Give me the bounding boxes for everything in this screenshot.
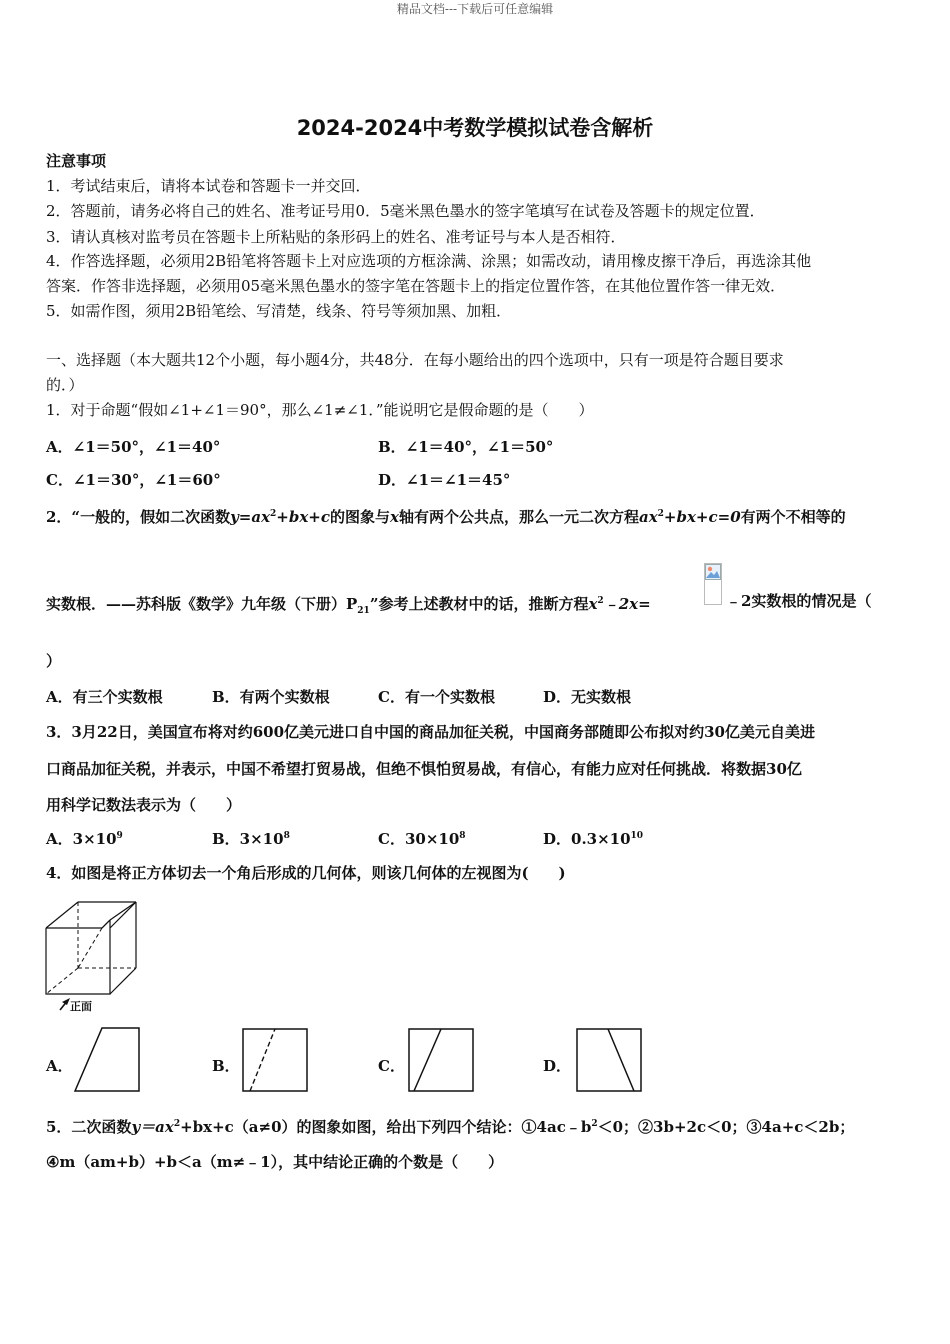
superscript: 2	[597, 596, 604, 606]
text: ”参考上述教材中的话，推断方程	[369, 595, 589, 613]
question-3-option-a[interactable]	[46, 828, 123, 849]
page-title: 2024-2024中考数学模拟试卷含解析	[296, 116, 654, 140]
question-3-option-d[interactable]	[543, 828, 643, 849]
question-4-stem: 4．如图是将正方体切去一个角后形成的几何体，则该几何体的左视图为( )	[46, 864, 566, 882]
variable: x	[390, 508, 399, 526]
note-item: 4．作答选择题，必须用2B铅笔将答题卡上对应选项的方框涂满、涂黑；如需改动，请用橡皮擦干净后，再选涂其他	[46, 252, 812, 270]
question-4-option-a[interactable]: A．	[46, 1057, 73, 1075]
question-4-option-b[interactable]: B．	[212, 1057, 240, 1075]
note-item: 5．如需作图，须用2B铅笔绘、写清楚，线条、符号等须加黑、加粗．	[46, 302, 512, 320]
section-heading: 一、选择题（本大题共12个小题，每小题4分，共48分．在每小题给出的四个选项中，只有一项是符合题目要求	[46, 351, 784, 369]
question-3-option-b[interactable]	[212, 828, 290, 849]
text: 轴有两个公共点，那么一元二次方程	[398, 508, 639, 526]
superscript: 2	[173, 1119, 181, 1129]
formula: ﹣2x=	[603, 595, 651, 613]
option-b-view-figure[interactable]	[240, 1026, 310, 1094]
text: C．30×10	[378, 830, 460, 848]
superscript: 2	[591, 1119, 598, 1129]
text: D．0.3×10	[543, 830, 631, 848]
question-2-line-3: ）	[46, 652, 62, 670]
question-2-option-c[interactable]: C．有一个实数根	[378, 688, 495, 706]
text: 有两个不相等的	[740, 508, 846, 526]
formula: +bx+c=0	[663, 508, 741, 526]
superscript: 2	[270, 509, 277, 519]
option-d-view-figure[interactable]	[574, 1026, 644, 1094]
formula: ax	[638, 508, 658, 526]
question-1-option-d[interactable]: D．∠1＝∠1＝45°	[378, 471, 511, 489]
question-2-option-b[interactable]: B．有两个实数根	[212, 688, 330, 706]
question-4-option-c[interactable]: C．	[378, 1057, 405, 1075]
question-5-line-2: ④m（am+b）+b＜a（m≠﹣1），其中结论正确的个数是（ ）	[46, 1153, 504, 1171]
text: 5．二次函数	[46, 1118, 132, 1136]
question-3-line-2: 口商品加征关税，并表示，中国不希望打贸易战，但绝不惧怕贸易战，有信心，有能力应对任何挑战．将数据30亿	[46, 760, 802, 778]
question-2-option-a[interactable]: A．有三个实数根	[46, 688, 163, 706]
note-item: 1．考试结束后，请将本试卷和答题卡一并交回．	[46, 177, 371, 195]
broken-image-icon	[705, 564, 721, 580]
text: 的图象与	[330, 508, 391, 526]
question-4-option-d[interactable]: D．	[543, 1057, 572, 1075]
text: B．3×10	[212, 830, 284, 848]
formula: y=ax	[230, 508, 271, 526]
question-2-line-2	[46, 590, 651, 622]
option-a-view-figure[interactable]	[72, 1026, 142, 1094]
question-3-option-c[interactable]	[378, 828, 466, 849]
formula: +bx+c	[276, 508, 330, 526]
question-1-option-c[interactable]: C．∠1＝30°，∠1＝60°	[46, 471, 221, 489]
question-3-line-1: 3．3月22日，美国宣布将对约600亿美元进口自中国的商品加征关税，中国商务部随即公布拟对约30亿美元自美进	[46, 723, 815, 741]
truncated-cube-figure	[40, 898, 150, 1016]
front-label: 正面	[70, 1000, 92, 1013]
superscript: 8	[283, 831, 290, 841]
superscript: 2	[657, 509, 664, 519]
question-3-line-3: 用科学记数法表示为（ ）	[46, 796, 242, 814]
question-2-line-1	[46, 503, 846, 528]
formula: y＝ax	[131, 1118, 174, 1136]
page-header: 精品文档---下载后可任意编辑	[396, 2, 554, 16]
text: ＜0；②3b+2c＜0；③4a+c＜2b；	[597, 1118, 855, 1136]
text: 2．“一般的，假如二次函数	[46, 508, 231, 526]
missing-image-placeholder	[704, 563, 722, 605]
option-c-view-figure[interactable]	[406, 1026, 476, 1094]
section-heading-cont: 的．）	[46, 376, 84, 394]
question-1-option-a[interactable]: A．∠1＝50°，∠1＝40°	[46, 438, 221, 456]
variable: x	[588, 595, 598, 613]
subscript: 21	[357, 606, 370, 616]
question-5-line-1	[46, 1113, 854, 1138]
question-2-option-d[interactable]: D．无实数根	[543, 688, 632, 706]
note-item: 2．答题前，请务必将自己的姓名、准考证号用0．5毫米黑色墨水的签字笔填写在试卷及答题卡的规定位置．	[46, 202, 765, 220]
note-item: 答案．作答非选择题，必须用05毫米黑色墨水的签字笔在答题卡上的指定位置作答，在其他位置作答一律无效．	[46, 277, 786, 295]
text: +bx+c（a≠0）的图象如图，给出下列四个结论：①4ac﹣b	[180, 1118, 592, 1136]
question-1-option-b[interactable]: B．∠1＝40°，∠1＝50°	[378, 438, 554, 456]
notes-heading: 注意事项	[46, 152, 107, 170]
question-2-line-2-end: ﹣2实数根的情况是（	[726, 592, 872, 610]
text: 实数根．——苏科版《数学》九年级（下册）	[46, 595, 347, 613]
superscript: 10	[630, 831, 644, 841]
text: A．3×10	[46, 830, 117, 848]
text: P	[346, 595, 358, 613]
note-item: 3．请认真核对监考员在答题卡上所粘贴的条形码上的姓名、准考证号与本人是否相符．	[46, 228, 626, 246]
superscript: 8	[459, 831, 466, 841]
superscript: 9	[116, 831, 123, 841]
question-1-stem: 1．对于命题“假如∠1+∠1＝90°，那么∠1≠∠1．”能说明它是假命题的是（ ）	[46, 401, 594, 419]
